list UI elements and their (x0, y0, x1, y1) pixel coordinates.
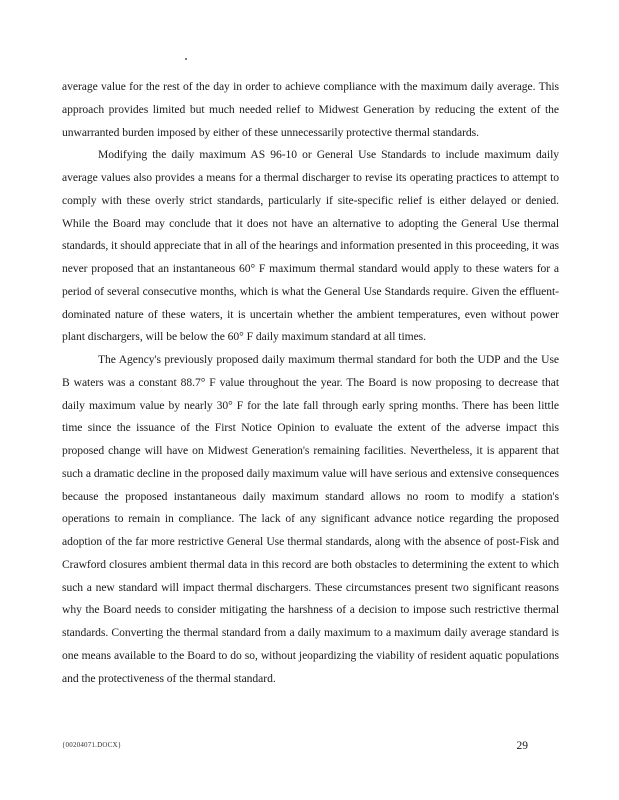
paragraph-agency-standard: The Agency's previously proposed daily maximum thermal standard for both the UDP and the Use B waters was a constant 88.7° F value throughout the year. The Board is now proposing to decrease that daily maximum value by nearly 30° F for the late fall through early spring months. There has been little time since the issuance of the First Notice Opinion to evaluate the extent of the adverse impact this proposed change will have on Midwest Generation's remaining facilities. Nevertheless, it is apparent that such a dramatic decline in the proposed daily maximum value will have serious and extensive consequences because the proposed instantaneous daily maximum standard allows no room to modify a station's operations to remain in compliance. The lack of any significant advance notice regarding the proposed adoption of the far more restrictive General Use thermal standards, along with the absence of post-Fisk and Crawford closures ambient thermal data in this record are both obstacles to determining the extent to which such a new standard will impact thermal dischargers. These circumstances present two significant reasons why the Board needs to consider mitigating the harshness of a decision to impose such restrictive thermal standards. Converting the thermal standard from a daily maximum to a maximum daily average standard is one means available to the Board to do so, without jeopardizing the viability of resident aquatic populations and the protectiveness of the thermal standard. (62, 353, 559, 685)
paragraph-daily-average: Modifying the daily maximum AS 96-10 or General Use Standards to include maximum daily average values also provides a means for a thermal discharger to revise its operating practices to attempt to comply with these overly strict standards, particularly if site-specific relief is either delayed or denied. While the Board may conclude that it does not have an alternative to adopting the General Use thermal standards, it should appreciate that in all of the hearings and information presented in this proceeding, it was never proposed that an instantaneous 60° F maximum thermal standard would apply to these waters for a period of several consecutive months, which is what the General Use Standards require. Given the effluent-dominated nature of these waters, it is uncertain whether the ambient temperatures, even without power plant dischargers, will be below the 60° F daily maximum standard at all times. (62, 148, 559, 344)
body-text (62, 76, 559, 690)
page-footer (62, 741, 528, 755)
page-number: 29 (516, 740, 528, 752)
document-id: {00204071.DOCX} (62, 741, 122, 749)
paragraph-continuation: average value for the rest of the day in order to achieve compliance with the maximum daily average. This approach provides limited but much needed relief to Midwest Generation by reducing the extent of the unwarranted burden imposed by either of these unnecessarily protective thermal standards. (62, 80, 559, 139)
scan-speck (185, 58, 187, 60)
